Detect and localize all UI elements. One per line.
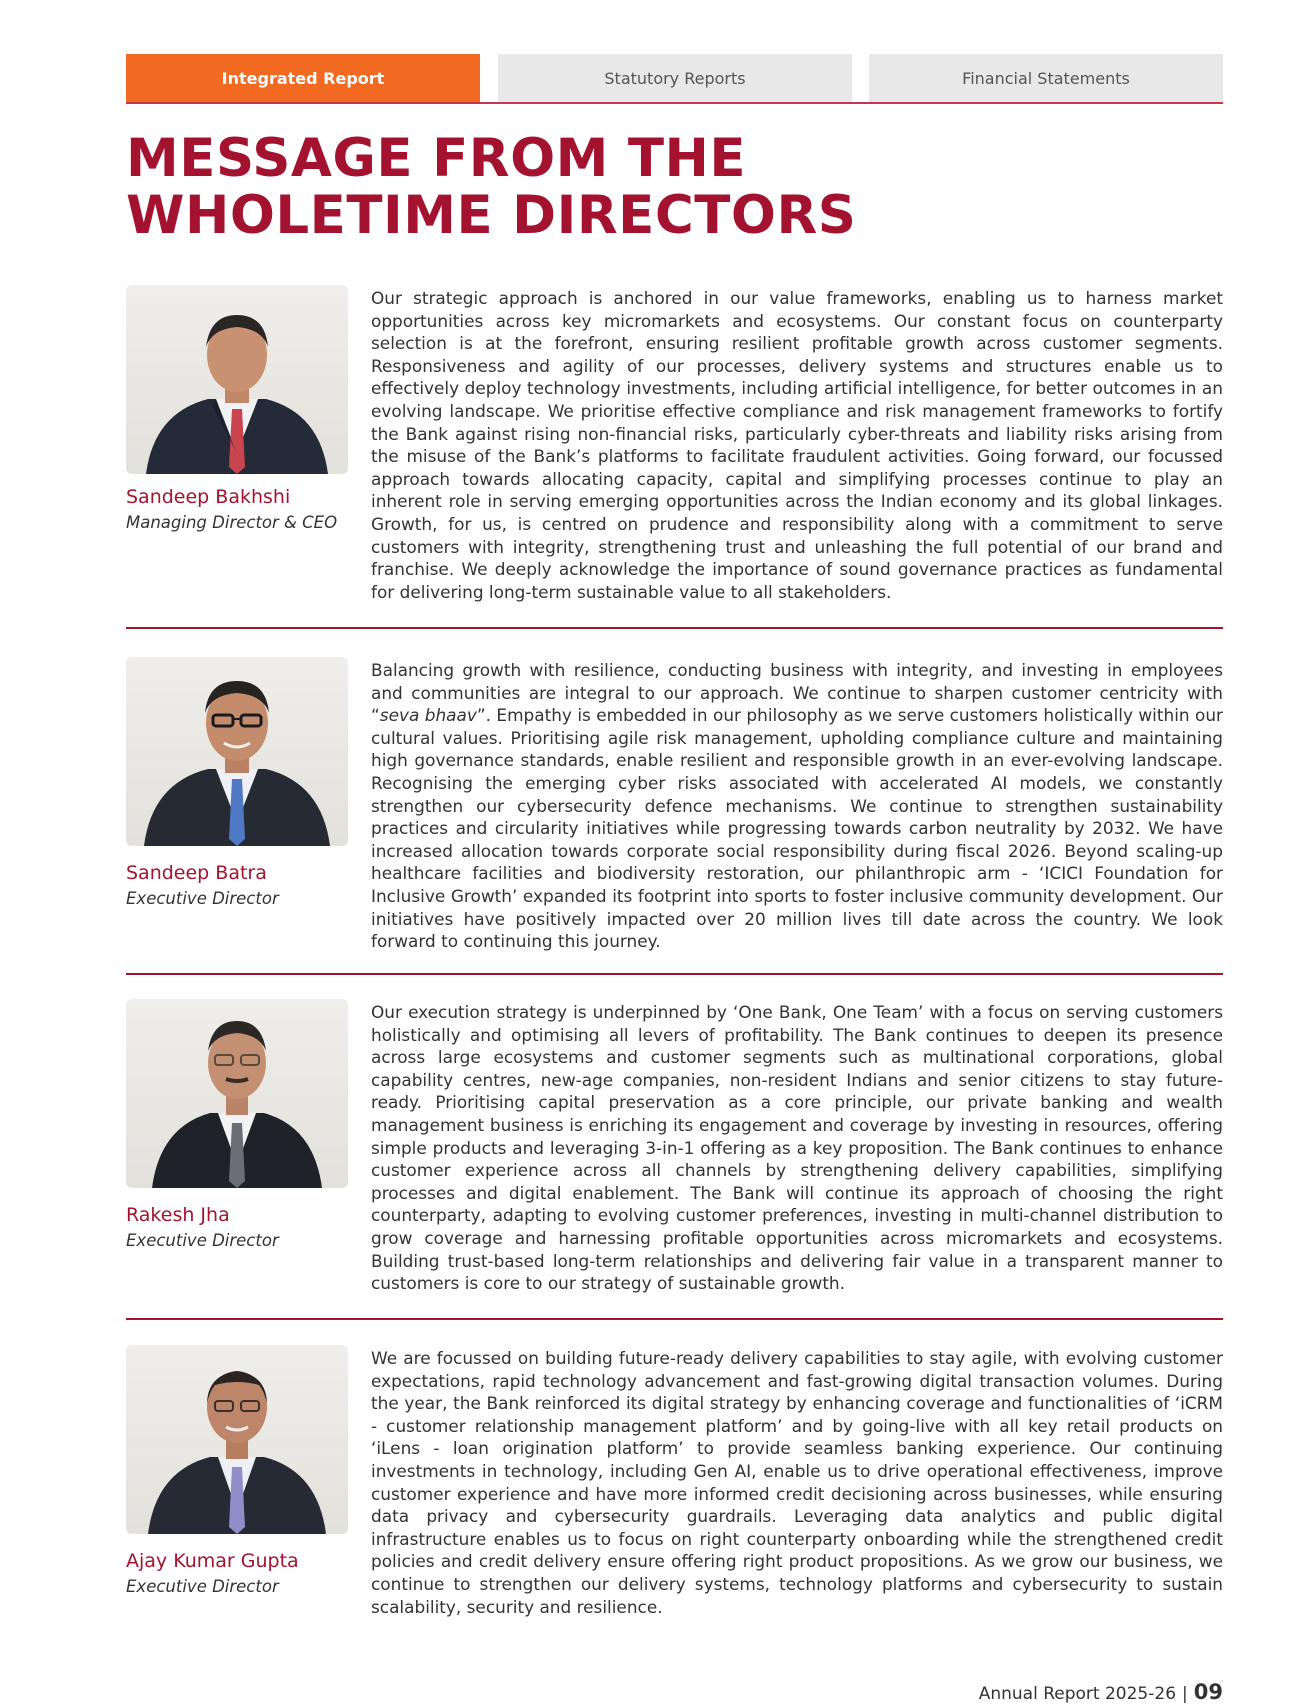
director-name: Sandeep Bakhshi bbox=[126, 486, 291, 508]
tabs-underline bbox=[126, 102, 1223, 104]
director-role: Executive Director bbox=[126, 1231, 279, 1250]
page-title: MESSAGE FROM THE WHOLETIME DIRECTORS bbox=[126, 128, 857, 246]
director-message: We are focussed on building future-ready delivery capabilities to stay agile, with evolving customer expectations, rapid technology advancement and fast-growing digital transaction volumes. During the year, the Bank reinforced its digital strategy by enhancing coverage and functionalities of ‘iCRM - customer relationship management platform’ and by going-live with all key retail products on ‘iLens - loan origination platform’ to provide seamless banking experience. Our continuing investments in technology, including Gen AI, enable us to drive operational effectiveness, improve customer experience and have more informed credit decisioning across businesses, while ensuring data privacy and cybersecurity guardrails. Leveraging data analytics and public digital infrastructure enables us to focus on right counterparty onboarding while the strengthened credit policies and credit delivery ensure offering right product propositions. As we grow our business, we continue to strengthen our delivery systems, technology platforms and cybersecurity to sustain scalability, security and resilience. bbox=[371, 1348, 1223, 1617]
director-name: Rakesh Jha bbox=[126, 1204, 230, 1226]
section-divider bbox=[126, 1318, 1223, 1320]
director-photo bbox=[126, 285, 348, 474]
message-text: Balancing growth with resilience, conducting business with integrity, and investing in employees and communities are integral to our approach. We continue to sharpen customer centricity with “ bbox=[371, 660, 1223, 726]
director-section-bakhshi bbox=[126, 285, 1223, 605]
page-number: 09 bbox=[1193, 1680, 1223, 1704]
tab-integrated-report[interactable]: Integrated Report bbox=[126, 54, 480, 102]
director-name: Sandeep Batra bbox=[126, 862, 267, 884]
director-name: Ajay Kumar Gupta bbox=[126, 1550, 299, 1572]
message-text: ”. Empathy is embedded in our philosophy as we serve customers holistically within our cultural values. Prioritising agile risk management, upholding compliance culture and maintaining high governance standards, enable resilient and responsible growth in an ever-evolving landscape. Recognising the emerging cyber risks associated with accelerated AI models, we constantly strengthen our cybersecurity defence mechanisms. We continue to strengthen sustainability practices and circularity initiatives while progressing towards carbon neutrality by 2032. We have increased allocation towards corporate social responsibility during fiscal 2026. Beyond scaling-up healthcare facilities and biodiversity restoration, our philanthropic arm - ‘ICICI Foundation for Inclusive Growth’ expanded its footprint into sports to foster inclusive community development. Our initiatives have positively impacted over 20 million lives till date across the country. We look forward to continuing this journey. bbox=[371, 705, 1224, 952]
section-divider bbox=[126, 973, 1223, 975]
director-role: Executive Director bbox=[126, 1577, 279, 1596]
report-nav-tabs bbox=[126, 54, 1223, 102]
portrait-image bbox=[126, 657, 348, 846]
director-photo bbox=[126, 657, 348, 846]
footer-separator: | bbox=[1182, 1684, 1188, 1704]
tab-statutory-reports[interactable]: Statutory Reports bbox=[498, 54, 852, 102]
report-label: Annual Report 2025-26 bbox=[978, 1684, 1177, 1704]
director-photo bbox=[126, 999, 348, 1188]
director-photo bbox=[126, 1345, 348, 1534]
message-italic-phrase: seva bhaav bbox=[379, 705, 477, 726]
director-message bbox=[371, 659, 1223, 953]
section-divider bbox=[126, 627, 1223, 629]
director-role: Managing Director & CEO bbox=[126, 513, 338, 532]
portrait-image bbox=[126, 1345, 348, 1534]
director-role: Executive Director bbox=[126, 889, 279, 908]
portrait-image bbox=[126, 999, 348, 1188]
director-message: Our execution strategy is underpinned by ‘One Bank, One Team’ with a focus on serving customers holistically and optimising all levers of profitability. The Bank continues to deepen its presence across large ecosystems and customer segments such as multinational corporations, global capability centres, new-age companies, non-resident Indians and senior citizens to stay future-ready. Prioritising capital preservation as a core principle, our private banking and wealth management business is enriching its engagement and coverage by investing in resources, offering simple products and leveraging 3-in-1 offering as a key proposition. The Bank continues to enhance customer experience across all channels by strengthening delivery capabilities, simplifying processes and digital enablement. The Bank will continue its approach of choosing the right counterparty, adapting to evolving customer preferences, investing in multi-channel distribution to grow coverage and harnessing profitable opportunities across micromarkets and ecosystems. Building trust-based long-term relationships and delivering fair value in a transparent manner to customers is core to our strategy of sustainable growth. bbox=[371, 1002, 1223, 1294]
director-message: Our strategic approach is anchored in our value frameworks, enabling us to harness market opportunities across key micromarkets and ecosystems. Our constant focus on counterparty selection is at the forefront, ensuring resilient profitable growth across customer segments. Responsiveness and agility of our processes, delivery systems and structures enable us to effectively deploy technology investments, including artificial intelligence, for better outcomes in an evolving landscape. We prioritise effective compliance and risk management frameworks to fortify the Bank against rising non-financial risks, particularly cyber-threats and liability risks arising from the misuse of the Bank’s platforms to facilitate fraudulent activities. Going forward, our focussed approach towards allocating capacity, capital and simplifying processes continue to play an inherent role in serving emerging opportunities across the Indian economy and its global linkages. Growth, for us, is centred on prudence and responsibility along with a commitment to serve customers with integrity, strengthening trust and unleashing the full potential of our brand and franchise. We deeply acknowledge the importance of sound governance practices as fundamental for delivering long-term sustainable value to all stakeholders. bbox=[371, 288, 1223, 602]
tab-financial-statements[interactable]: Financial Statements bbox=[869, 54, 1223, 102]
director-section-jha bbox=[126, 999, 1223, 1299]
director-section-gupta bbox=[126, 1345, 1223, 1665]
portrait-image bbox=[126, 285, 348, 474]
page-footer bbox=[979, 1680, 1223, 1704]
director-section-batra bbox=[126, 657, 1223, 957]
